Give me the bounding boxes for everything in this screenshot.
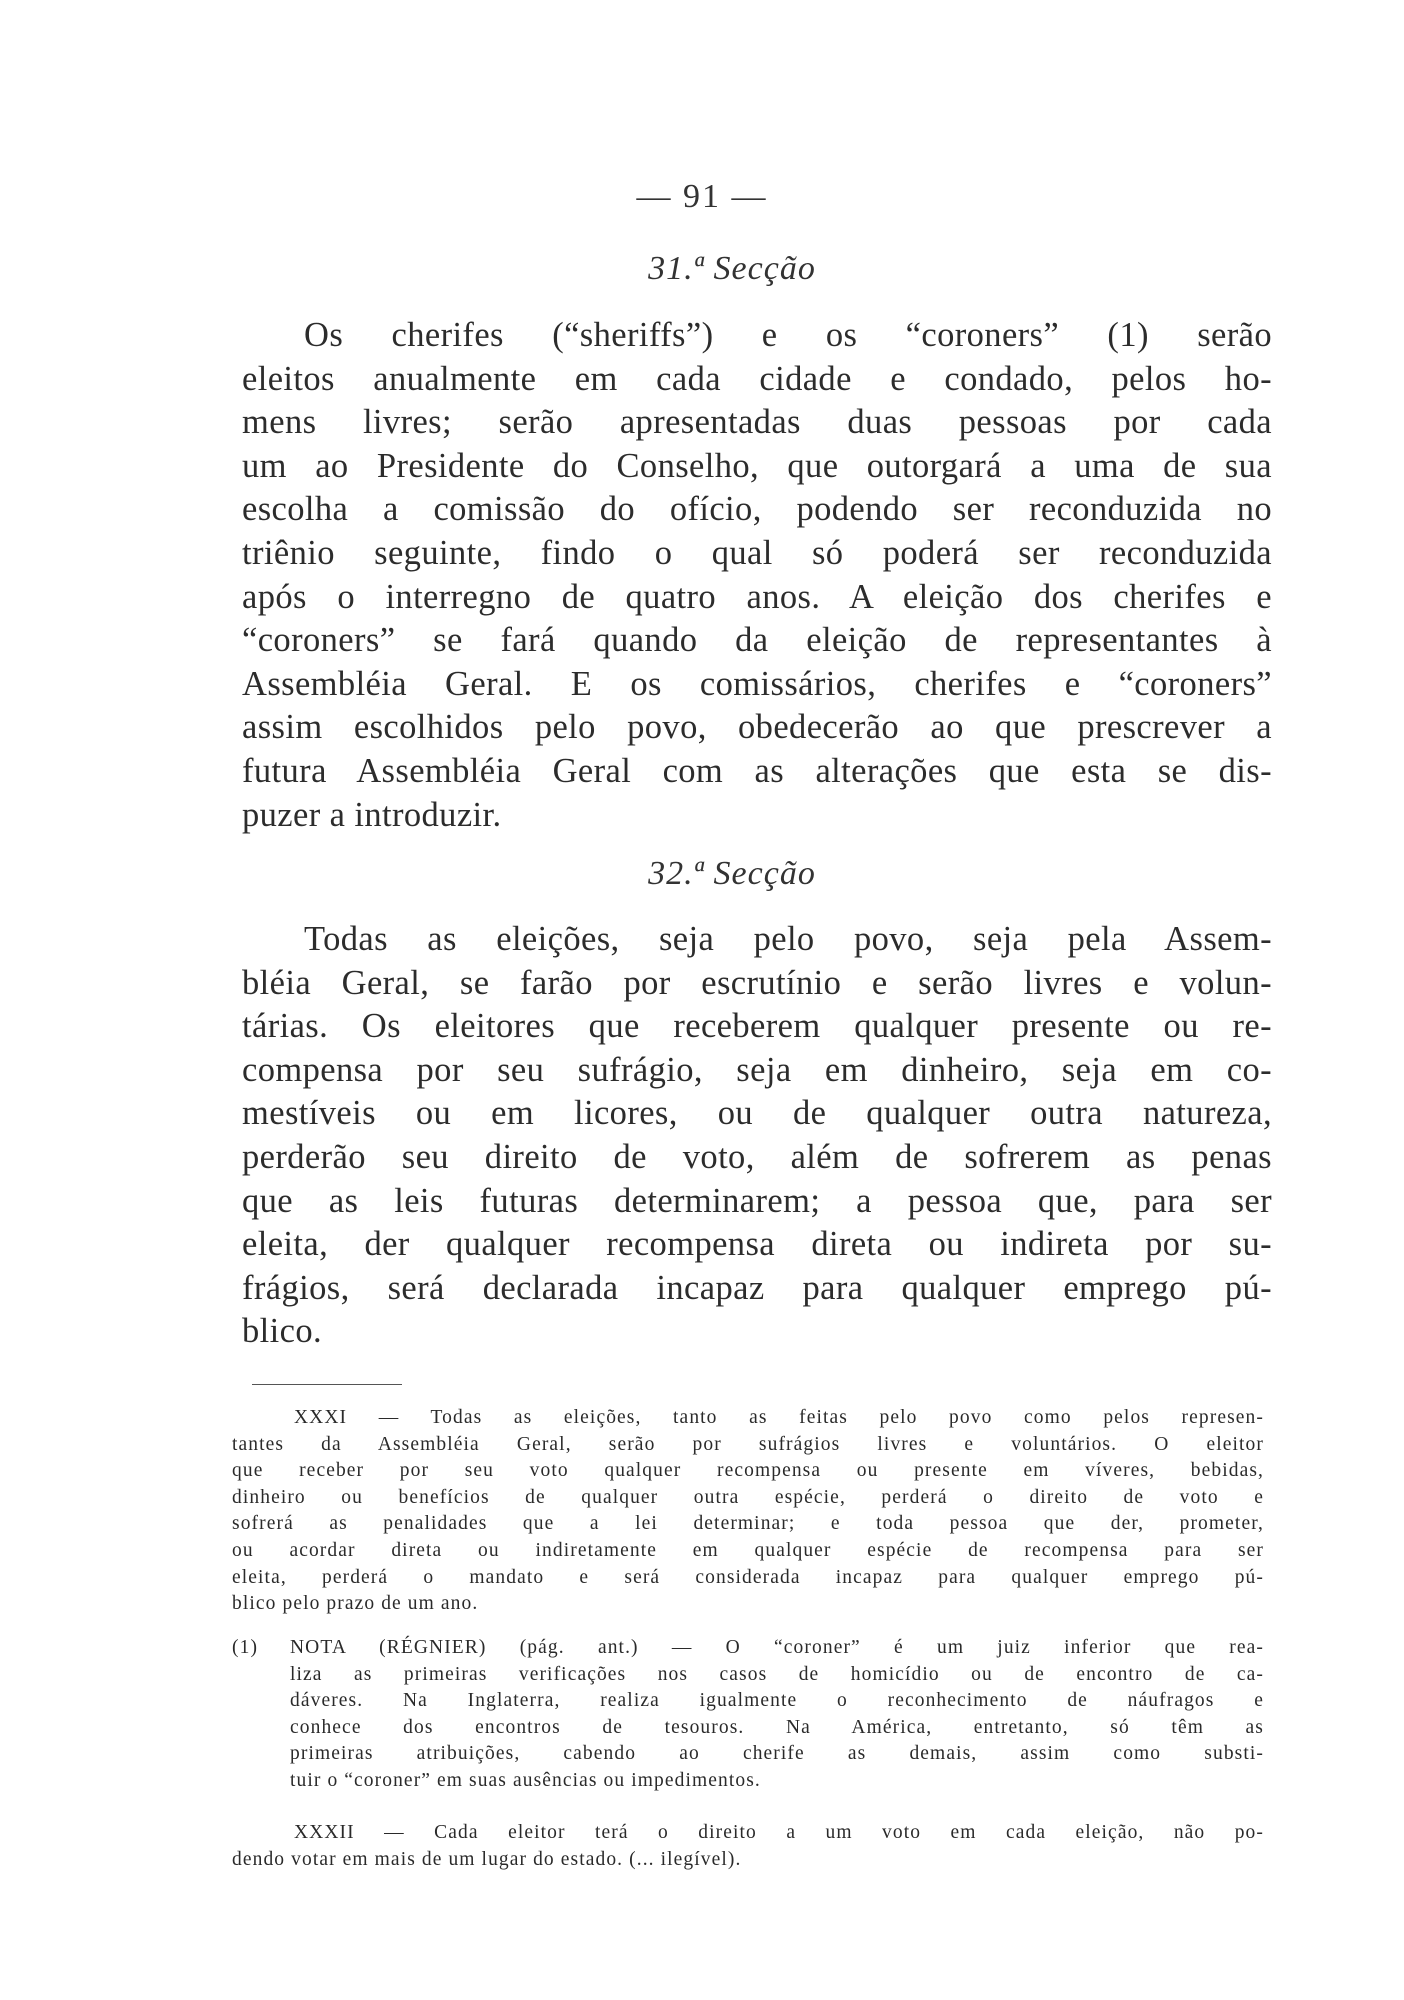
text-line: mestíveis ou em licores, ou de qualquer outra natureza, xyxy=(242,1094,1272,1133)
footnote-line: sofrerá as penalidades que a lei determinar; e toda pessoa que der, prometer, xyxy=(232,1513,1264,1535)
section-31-paragraph xyxy=(242,314,1272,837)
text-line: eleitos anualmente em cada cidade e condado, pelos ho- xyxy=(242,359,1272,398)
footnote-divider xyxy=(252,1384,402,1385)
footnote-line: conhece dos encontros de tesouros. Na América, entretanto, só têm as xyxy=(290,1716,1264,1738)
footnote-line: XXXII — Cada eleitor terá o direito a um voto em cada eleição, não po- xyxy=(294,1822,1264,1843)
text-line: Os cherifes (“sheriffs”) e os “coroners” (1) serão xyxy=(304,316,1272,354)
section-32-paragraph xyxy=(242,918,1272,1354)
page-number: — 91 — xyxy=(636,178,768,215)
text-line: após o interregno de quatro anos. A eleição dos cherifes e xyxy=(242,577,1272,616)
footnote-note-1 xyxy=(232,1635,1264,1795)
footnote-line: primeiras atribuições, cabendo ao cherife as demais, assim como substi- xyxy=(290,1743,1264,1765)
text-line: assim escolhidos pelo povo, obedecerão ao que prescrever a xyxy=(242,708,1272,747)
text-line: futura Assembléia Geral com as alterações que esta se dis- xyxy=(242,751,1272,790)
text-line: triênio seguinte, findo o qual só poderá ser reconduzida xyxy=(242,533,1272,572)
text-line: perderão seu direito de voto, além de sofrerem as penas xyxy=(242,1137,1272,1176)
text-line: “coroners” se fará quando da eleição de representantes à xyxy=(242,621,1272,660)
footnote-line: dinheiro ou benefícios de qualquer outra espécie, perderá o direito de voto e xyxy=(232,1486,1264,1508)
footnote-marker: (1) xyxy=(232,1637,259,1658)
text-line: puzer a introduzir. xyxy=(242,795,502,834)
text-line: Todas as eleições, seja pelo povo, seja pela Assem- xyxy=(304,920,1272,958)
footnote-line: tantes da Assembléia Geral, serão por sufrágios livres e voluntários. O eleitor xyxy=(232,1433,1264,1455)
footnote-line: dendo votar em mais de um lugar do estado. (... ilegível). xyxy=(232,1848,742,1870)
section-31-heading: 31.ª Secção xyxy=(648,250,816,287)
footnote-xxxi xyxy=(232,1405,1264,1618)
footnote-line: ou acordar direta ou indiretamente em qualquer espécie de recompensa para ser xyxy=(232,1539,1264,1561)
text-line: eleita, der qualquer recompensa direta ou indireta por su- xyxy=(242,1225,1272,1264)
footnote-line: XXXI — Todas as eleições, tanto as feitas pelo povo como pelos represen- xyxy=(294,1407,1264,1428)
text-line: mens livres; serão apresentadas duas pessoas por cada xyxy=(242,403,1272,442)
footnote-line: blico pelo prazo de um ano. xyxy=(232,1593,479,1615)
footnote-line: liza as primeiras verificações nos casos de homicídio ou de encontro de ca- xyxy=(290,1663,1264,1685)
text-line: tárias. Os eleitores que receberem qualquer presente ou re- xyxy=(242,1007,1272,1046)
footnote-line: eleita, perderá o mandato e será considerada incapaz para qualquer emprego pú- xyxy=(232,1566,1264,1588)
text-line: frágios, será declarada incapaz para qualquer emprego pú- xyxy=(242,1268,1272,1307)
section-32-heading: 32.ª Secção xyxy=(648,855,816,892)
text-line: Assembléia Geral. E os comissários, cherifes e “coroners” xyxy=(242,664,1272,703)
text-line: blico. xyxy=(242,1312,323,1351)
footnote-xxxii xyxy=(232,1820,1264,1873)
footnote-line: NOTA (RÉGNIER) (pág. ant.) — O “coroner” é um juiz inferior que rea- xyxy=(290,1637,1264,1658)
text-line: bléia Geral, se farão por escrutínio e serão livres e volun- xyxy=(242,963,1272,1002)
text-line: escolha a comissão do ofício, podendo ser reconduzida no xyxy=(242,490,1272,529)
text-line: que as leis futuras determinarem; a pessoa que, para ser xyxy=(242,1181,1272,1220)
footnote-line: dáveres. Na Inglaterra, realiza igualmente o reconhecimento de náufragos e xyxy=(290,1690,1264,1712)
text-line: um ao Presidente do Conselho, que outorgará a uma de sua xyxy=(242,446,1272,485)
text-line: compensa por seu sufrágio, seja em dinheiro, seja em co- xyxy=(242,1050,1272,1089)
footnote-line: tuir o “coroner” em suas ausências ou impedimentos. xyxy=(290,1769,761,1791)
footnote-line: que receber por seu voto qualquer recompensa ou presente em víveres, bebidas, xyxy=(232,1460,1264,1482)
